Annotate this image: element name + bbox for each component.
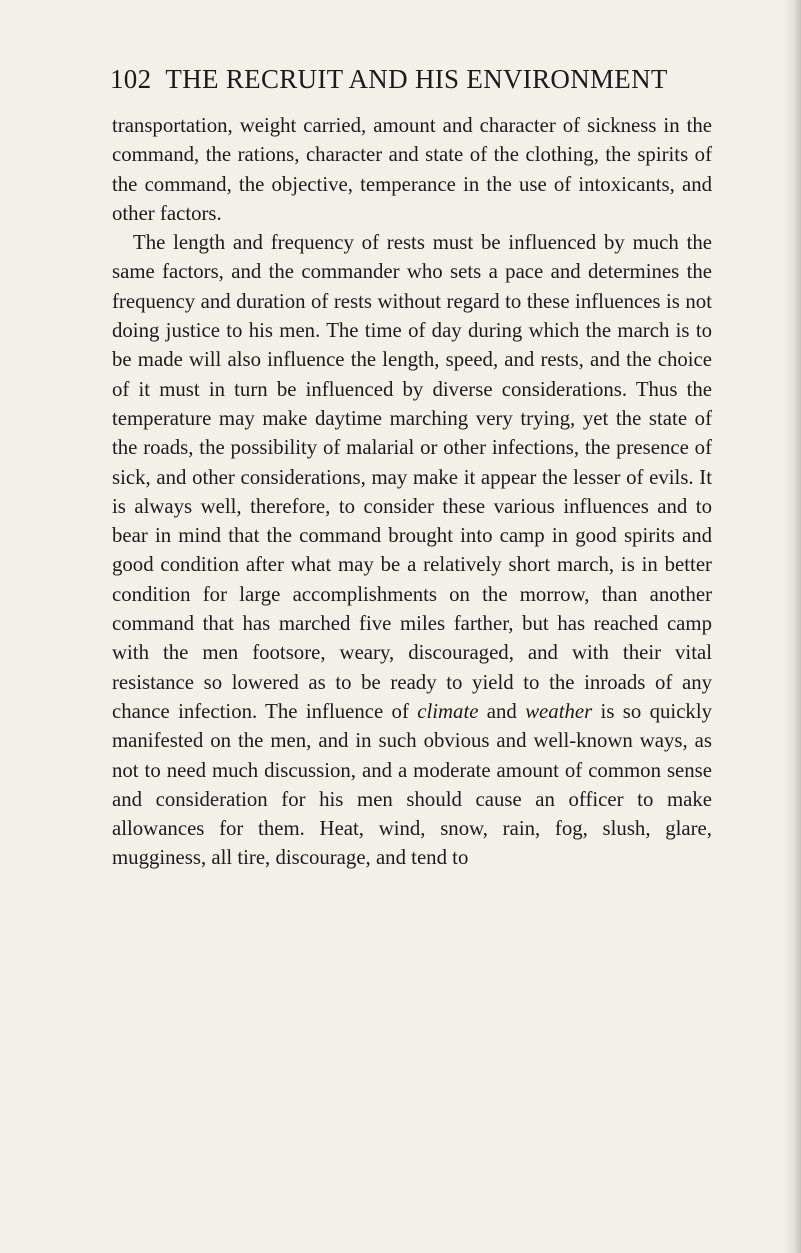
page-edge-shadow — [783, 0, 801, 1253]
paragraph-text-part: and — [478, 699, 526, 723]
running-head — [110, 64, 710, 95]
italic-climate: climate — [417, 699, 479, 723]
italic-weather: weather — [525, 699, 593, 723]
page-number: 102 — [110, 64, 152, 94]
paragraph-text-part: The length and frequency of rests must be influenced by much the same factors, and the commander who sets a pace and determines the frequency and duration of rests without regard to these influences is not doing justice to his men. The time of day during which the march is to be made will also influence the length, speed, and rests, and the choice of it must in turn be influenced by diverse considerations. Thus the temperature may make daytime marching very trying, yet the state of the roads, the possibility of malarial or other infections, the presence of sick, and other considerations, may make it appear the lesser of evils. It is always well, therefore, to consider these various influences and to bear in mind that the command brought into camp in good spirits and good condition after what may be a relatively short march, is in better condition for large accomplishments on the morrow, than another command that has marched five miles farther, but has reached camp with the men footsore, weary, discouraged, and with their vital resistance so lowered as to be ready to yield to the inroads of any chance infection. The influence of — [112, 231, 712, 723]
paragraph-continuation: transportation, weight carried, amount and character of sickness in the command, the rations, character and state of the clothing, the spirits of the command, the objective, temperance in the use of intoxicants, and other factors. — [112, 114, 712, 225]
body-text — [112, 111, 712, 873]
running-title: THE RECRUIT AND HIS ENVIRONMENT — [165, 64, 668, 94]
paragraph-text-part: is so quickly manifested on the men, and in such obvious and well-known ways, as not to need much discussion, and a moderate amount of common sense and consideration for his men should cause an officer to make allowances for them. Heat, wind, snow, rain, fog, slush, glare, mugginess, all tire, discourage, and tend to — [112, 699, 712, 870]
paragraph-rests — [112, 228, 712, 873]
